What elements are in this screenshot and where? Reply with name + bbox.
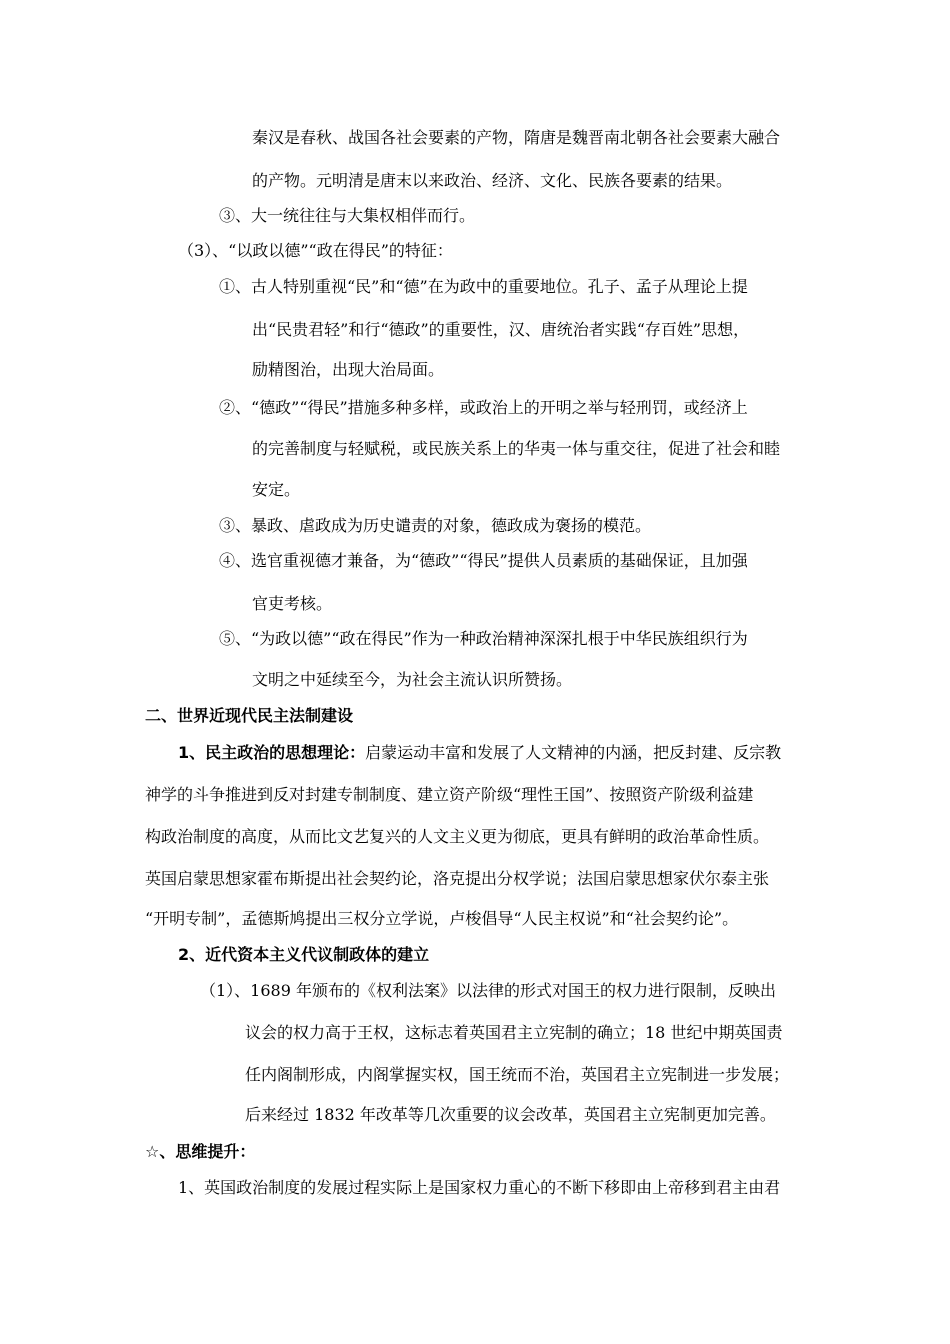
text-line: 后来经过 1832 年改革等几次重要的议会改革，英国君主立宪制更加完善。: [245, 1105, 776, 1124]
list-item: ②、“德政”“得民”措施多种多样，或政治上的开明之举与轻刑罚，或经济上: [219, 398, 748, 417]
text-line: 官吏考核。: [252, 594, 333, 613]
list-item: ④、选官重视德才兼备，为“德政”“得民”提供人员素质的基础保证，且加强: [219, 551, 748, 570]
subsection-heading: 2、近代资本主义代议制政体的建立: [178, 945, 430, 964]
list-item: （1）、1689 年颁布的《权利法案》以法律的形式对国王的权力进行限制，反映出: [200, 981, 776, 1000]
text-line: 1、英国政治制度的发展过程实际上是国家权力重心的不断下移即由上帝移到君主由君: [178, 1178, 781, 1197]
list-item: ①、古人特别重视“民”和“德”在为政中的重要地位。孔子、孟子从理论上提: [219, 277, 748, 296]
text-line: 出“民贵君轻”和行“德政”的重要性，汉、唐统治者实践“存百姓”思想，: [252, 320, 750, 339]
text-line: 秦汉是春秋、战国各社会要素的产物，隋唐是魏晋南北朝各社会要素大融合: [252, 128, 781, 147]
text-line: 的完善制度与轻赋税，或民族关系上的华夷一体与重交往，促进了社会和睦: [252, 439, 781, 458]
subsection-title: 1、民主政治的思想理论：: [178, 743, 366, 762]
list-item: ③、大一统往往与大集权相伴而行。: [219, 206, 476, 225]
text-line: 构政治制度的高度，从而比文艺复兴的人文主义更为彻底，更具有鲜明的政治革命性质。: [145, 827, 770, 846]
text-line: 英国启蒙思想家霍布斯提出社会契约论，洛克提出分权学说；法国启蒙思想家伏尔泰主张: [145, 869, 770, 888]
list-item: ③、暴政、虐政成为历史谴责的对象，德政成为褒扬的模范。: [219, 516, 652, 535]
text-line: 议会的权力高于王权，这标志着英国君主立宪制的确立；18 世纪中期英国责: [245, 1023, 783, 1042]
text-line: 任内阁制形成，内阁掌握实权，国王统而不治，英国君主立宪制进一步发展；: [245, 1065, 790, 1084]
paragraph-first-line: [178, 743, 781, 763]
list-item: ⑤、“为政以德”“政在得民”作为一种政治精神深深扎根于中华民族组织行为: [219, 629, 748, 648]
paragraph-text: 启蒙运动丰富和发展了人文精神的内涵，把反封建、反宗教: [365, 743, 782, 762]
text-line: 的产物。元明清是唐末以来政治、经济、文化、民族各要素的结果。: [252, 171, 733, 190]
text-line: 励精图治，出现大治局面。: [252, 360, 445, 379]
chapter-heading: 二、世界近现代民主法制建设: [145, 706, 354, 725]
text-line: 神学的斗争推进到反对封建专制制度、建立资产阶级“理性王国”、按照资产阶级利益建: [145, 785, 754, 804]
text-line: “开明专制”，孟德斯鸠提出三权分立学说，卢梭倡导“人民主权说”和“社会契约论”。: [145, 909, 739, 928]
section-heading: （3）、“以政以德”“政在得民”的特征：: [178, 241, 453, 260]
text-line: 文明之中延续至今，为社会主流认识所赞扬。: [252, 670, 573, 689]
text-line: 安定。: [252, 480, 301, 499]
thinking-heading: ☆、思维提升：: [145, 1142, 256, 1161]
